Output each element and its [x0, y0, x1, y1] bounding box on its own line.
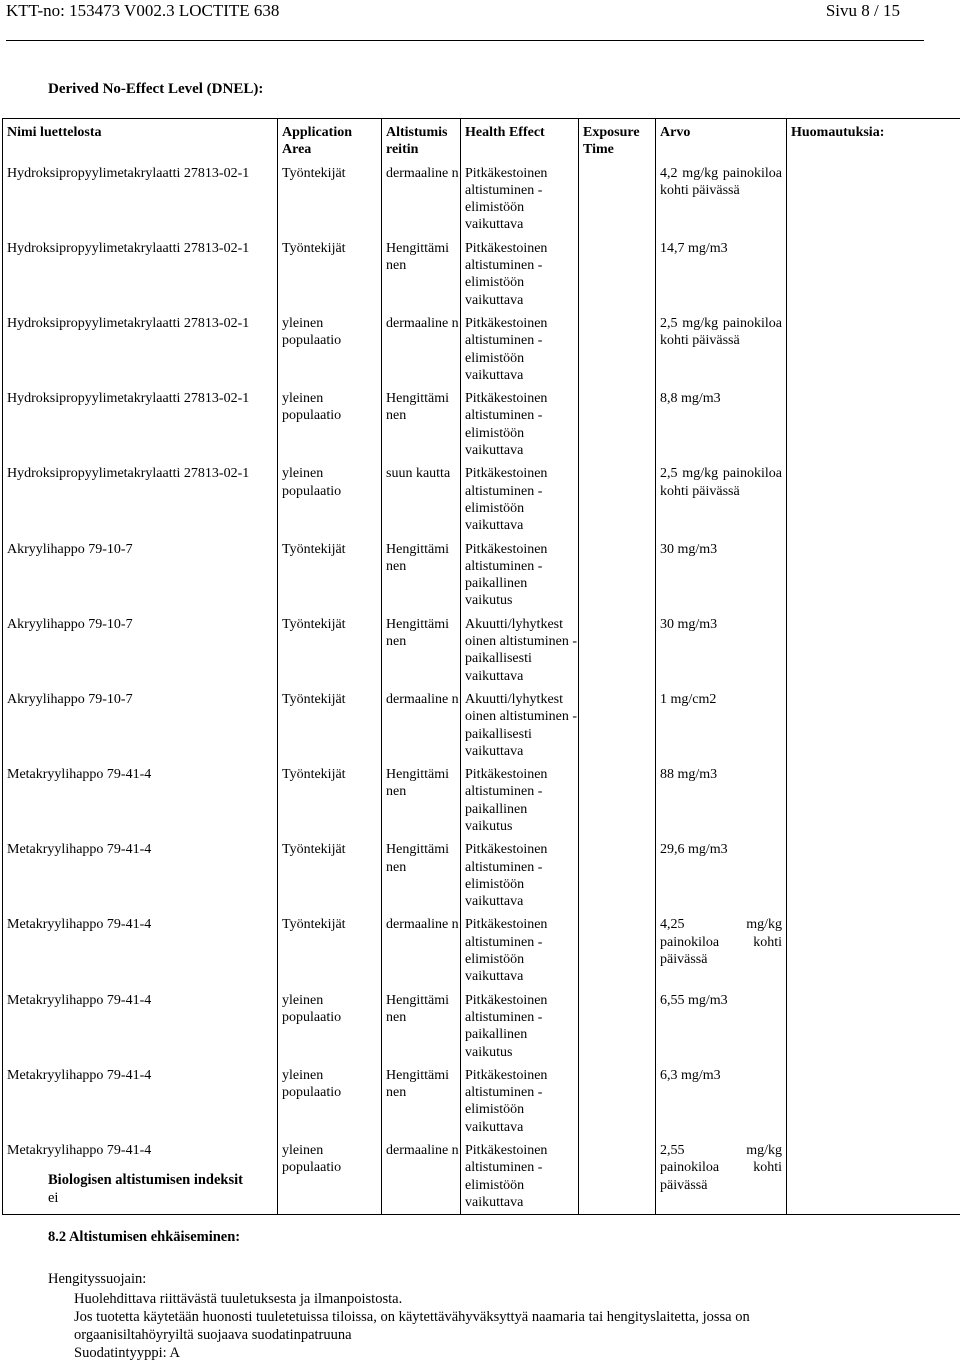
cell-value: 14,7 mg/m3: [656, 237, 787, 312]
cell-route: Hengittämi nen: [382, 387, 461, 462]
cell-name: Akryylihappo 79-10-7: [3, 613, 278, 688]
cell-route: suun kautta: [382, 462, 461, 537]
cell-value: 88 mg/m3: [656, 763, 787, 838]
cell-area: Työntekijät: [278, 688, 382, 763]
page-number: Sivu 8 / 15: [825, 1, 900, 20]
cell-value: 29,6 mg/m3: [656, 838, 787, 913]
column-header-remarks: Huomautuksia:: [787, 119, 960, 162]
cell-time: [579, 913, 656, 988]
cell-area: Työntekijät: [278, 913, 382, 988]
cell-value: 8,8 mg/m3: [656, 387, 787, 462]
cell-value: 2,55 mg/kg painokiloa kohti päivässä: [656, 1139, 787, 1215]
cell-note: [787, 1064, 960, 1139]
cell-route: Hengittämi nen: [382, 1064, 461, 1139]
cell-route: Hengittämi nen: [382, 989, 461, 1064]
header-divider: [6, 40, 924, 41]
cell-note: [787, 838, 960, 913]
cell-name: Hydroksipropyylimetakrylaatti 27813-02-1: [3, 387, 278, 462]
cell-area: Työntekijät: [278, 538, 382, 613]
cell-note: [787, 989, 960, 1064]
cell-value: 2,5 mg/kg painokiloa kohti päivässä: [656, 462, 787, 537]
cell-effect: Pitkäkestoinen altistuminen - paikallinen vaikutus: [461, 989, 579, 1064]
respirator-line-2: Jos tuotetta käytetään huonosti tuuletetuissa tiloissa, on käytettävähyväksyttyä naamaria tai hengityslaitetta, jossa on: [74, 1309, 750, 1325]
cell-effect: Pitkäkestoinen altistuminen - elimistöön vaikuttava: [461, 1139, 579, 1215]
cell-route: Hengittämi nen: [382, 613, 461, 688]
cell-route: dermaaline n: [382, 312, 461, 387]
cell-note: [787, 387, 960, 462]
cell-route: Hengittämi nen: [382, 763, 461, 838]
cell-name: Akryylihappo 79-10-7: [3, 688, 278, 763]
table-row: [3, 237, 960, 312]
cell-note: [787, 763, 960, 838]
cell-note: [787, 1139, 960, 1215]
cell-route: Hengittämi nen: [382, 838, 461, 913]
cell-route: dermaaline n: [382, 688, 461, 763]
cell-route: dermaaline n: [382, 162, 461, 237]
table-row: [3, 1064, 960, 1139]
bio-index-value: ei: [48, 1190, 59, 1206]
cell-area: Työntekijät: [278, 763, 382, 838]
cell-name: Metakryylihappo 79-41-4: [3, 1064, 278, 1139]
cell-time: [579, 838, 656, 913]
table-row: [3, 312, 960, 387]
cell-note: [787, 613, 960, 688]
cell-note: [787, 913, 960, 988]
cell-value: 6,55 mg/m3: [656, 989, 787, 1064]
table-row: [3, 613, 960, 688]
column-header-value: Arvo: [656, 119, 787, 162]
dnel-table: [2, 118, 960, 1215]
cell-area: yleinen populaatio: [278, 1139, 382, 1215]
table-row: [3, 538, 960, 613]
cell-route: Hengittämi nen: [382, 237, 461, 312]
cell-value: 2,5 mg/kg painokiloa kohti päivässä: [656, 312, 787, 387]
cell-value: 4,25 mg/kg painokiloa kohti päivässä: [656, 913, 787, 988]
column-header-health-effect: Health Effect: [461, 119, 579, 162]
filter-type: Suodatintyyppi: A: [74, 1345, 180, 1361]
column-header-route: Altistumis reitin: [382, 119, 461, 162]
cell-route: dermaaline n: [382, 1139, 461, 1215]
bio-index-title: Biologisen altistumisen indeksit: [48, 1172, 243, 1188]
page-header: [6, 0, 900, 26]
cell-time: [579, 763, 656, 838]
cell-note: [787, 312, 960, 387]
cell-time: [579, 462, 656, 537]
table-row: [3, 763, 960, 838]
cell-time: [579, 312, 656, 387]
cell-route: Hengittämi nen: [382, 538, 461, 613]
section-8-2-title: 8.2 Altistumisen ehkäiseminen:: [48, 1229, 241, 1245]
cell-name: Akryylihappo 79-10-7: [3, 538, 278, 613]
cell-effect: Akuutti/lyhytkest oinen altistuminen - paikallisesti vaikuttava: [461, 613, 579, 688]
cell-value: 30 mg/m3: [656, 613, 787, 688]
cell-effect: Akuutti/lyhytkest oinen altistuminen - paikallisesti vaikuttava: [461, 688, 579, 763]
cell-value: 30 mg/m3: [656, 538, 787, 613]
table-row: [3, 462, 960, 537]
table-row: [3, 387, 960, 462]
table-header-row: [3, 119, 960, 162]
cell-area: yleinen populaatio: [278, 989, 382, 1064]
column-header-exposure-time: Exposure Time: [579, 119, 656, 162]
cell-value: 1 mg/cm2: [656, 688, 787, 763]
cell-effect: Pitkäkestoinen altistuminen - paikallinen vaikutus: [461, 763, 579, 838]
cell-time: [579, 162, 656, 237]
cell-area: yleinen populaatio: [278, 462, 382, 537]
cell-area: Työntekijät: [278, 613, 382, 688]
document-id: KTT-no: 153473 V002.3 LOCTITE 638: [6, 1, 280, 20]
cell-area: yleinen populaatio: [278, 1064, 382, 1139]
cell-time: [579, 237, 656, 312]
cell-time: [579, 387, 656, 462]
cell-effect: Pitkäkestoinen altistuminen - elimistöön vaikuttava: [461, 312, 579, 387]
cell-time: [579, 989, 656, 1064]
cell-value: 4,2 mg/kg painokiloa kohti päivässä: [656, 162, 787, 237]
table-row: [3, 838, 960, 913]
cell-effect: Pitkäkestoinen altistuminen - elimistöön vaikuttava: [461, 1064, 579, 1139]
cell-area: yleinen populaatio: [278, 387, 382, 462]
cell-time: [579, 613, 656, 688]
cell-effect: Pitkäkestoinen altistuminen - paikallinen vaikutus: [461, 538, 579, 613]
cell-name: Metakryylihappo 79-41-4: [3, 838, 278, 913]
cell-name: Hydroksipropyylimetakrylaatti 27813-02-1: [3, 312, 278, 387]
cell-time: [579, 1139, 656, 1215]
table-row: [3, 989, 960, 1064]
cell-effect: Pitkäkestoinen altistuminen - elimistöön vaikuttava: [461, 162, 579, 237]
cell-time: [579, 1064, 656, 1139]
column-header-name: Nimi luettelosta: [3, 119, 278, 162]
cell-area: Työntekijät: [278, 237, 382, 312]
cell-effect: Pitkäkestoinen altistuminen - elimistöön vaikuttava: [461, 237, 579, 312]
cell-note: [787, 538, 960, 613]
dnel-section-title: Derived No-Effect Level (DNEL):: [48, 81, 264, 97]
cell-area: Työntekijät: [278, 162, 382, 237]
column-header-application-area: Application Area: [278, 119, 382, 162]
cell-area: yleinen populaatio: [278, 312, 382, 387]
cell-name: Metakryylihappo 79-41-4: [3, 763, 278, 838]
cell-effect: Pitkäkestoinen altistuminen - elimistöön vaikuttava: [461, 913, 579, 988]
table-row: [3, 913, 960, 988]
respirator-line-3: orgaanisiltahöyryiltä suojaava suodatinpatruuna: [74, 1327, 352, 1343]
cell-name: Hydroksipropyylimetakrylaatti 27813-02-1: [3, 237, 278, 312]
cell-time: [579, 688, 656, 763]
cell-value: 6,3 mg/m3: [656, 1064, 787, 1139]
cell-note: [787, 462, 960, 537]
cell-name: Metakryylihappo 79-41-4: [3, 1139, 278, 1215]
cell-effect: Pitkäkestoinen altistuminen - elimistöön vaikuttava: [461, 838, 579, 913]
cell-area: Työntekijät: [278, 838, 382, 913]
cell-time: [579, 538, 656, 613]
cell-effect: Pitkäkestoinen altistuminen - elimistöön vaikuttava: [461, 462, 579, 537]
table-row: [3, 162, 960, 237]
cell-note: [787, 237, 960, 312]
cell-name: Hydroksipropyylimetakrylaatti 27813-02-1: [3, 462, 278, 537]
cell-effect: Pitkäkestoinen altistuminen - elimistöön vaikuttava: [461, 387, 579, 462]
cell-name: Hydroksipropyylimetakrylaatti 27813-02-1: [3, 162, 278, 237]
cell-note: [787, 162, 960, 237]
respirator-line-1: Huolehdittava riittävästä tuuletuksesta ja ilmanpoistosta.: [74, 1291, 403, 1307]
cell-name: Metakryylihappo 79-41-4: [3, 989, 278, 1064]
cell-route: dermaaline n: [382, 913, 461, 988]
cell-note: [787, 688, 960, 763]
cell-name: Metakryylihappo 79-41-4: [3, 913, 278, 988]
table-row: [3, 688, 960, 763]
respirator-label: Hengityssuojain:: [48, 1271, 147, 1287]
